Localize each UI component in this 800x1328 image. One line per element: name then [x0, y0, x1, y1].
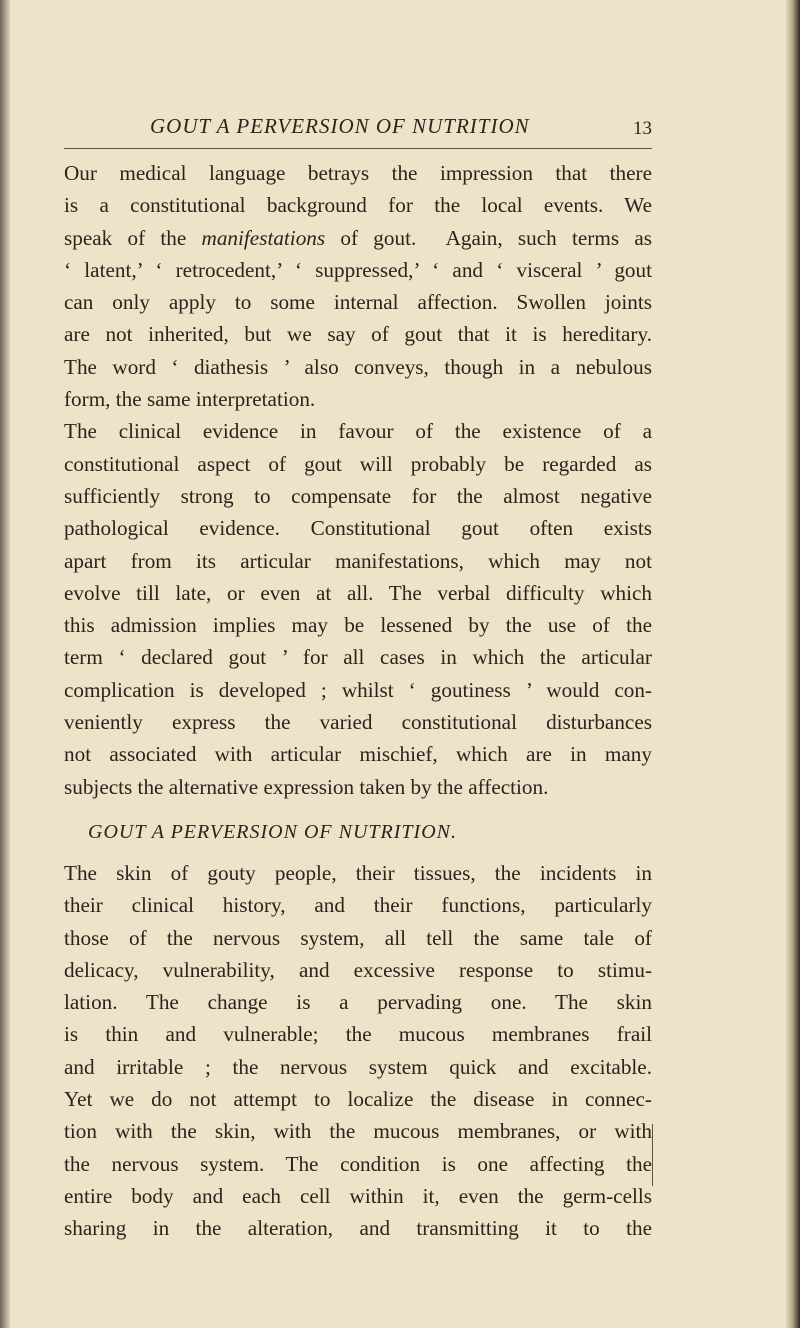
text-line: and irritable ; the nervous system quick and excitable. [64, 1054, 652, 1079]
text-line: can only apply to some internal affection. Swollen joints [64, 290, 652, 315]
text-line: is thin and vulnerable; the mucous membranes frail [64, 1022, 652, 1047]
running-header [64, 112, 652, 144]
text-line: their clinical history, and their functions, particularly [64, 893, 652, 918]
text-line: is a constitutional background for the local events. We [64, 193, 652, 218]
text-line: term ‘ declared gout ’ for all cases in which the articular [64, 645, 652, 670]
italic-term: manifestations [201, 225, 326, 250]
text-line: form, the same interpretation. [64, 387, 316, 412]
page-number: 13 [633, 118, 652, 139]
paragraph-3 [64, 857, 652, 1245]
text-line: entire body and each cell within it, even the germ-cells [64, 1183, 652, 1208]
text-line: evolve till late, or even at all. The verbal difficulty which [64, 580, 652, 605]
text-line: The clinical evidence in favour of the existence of a [64, 419, 652, 444]
text-line: lation. The change is a pervading one. The skin [64, 990, 652, 1015]
paragraph-1 [64, 157, 652, 415]
section-heading: GOUT A PERVERSION OF NUTRITION. [88, 820, 457, 843]
text-line: pathological evidence. Constitutional gout often exists [64, 516, 652, 541]
margin-bracket [652, 1124, 657, 1186]
text-line: Yet we do not attempt to localize the disease in connec- [64, 1087, 652, 1112]
text-line: constitutional aspect of gout will probably be regarded as [64, 451, 652, 476]
text-line: delicacy, vulnerability, and excessive response to stimu- [64, 957, 652, 982]
text-line: apart from its articular manifestations, which may not [64, 548, 652, 573]
text-line: The word ‘ diathesis ’ also conveys, though in a nebulous [64, 354, 652, 379]
text-line: are not inherited, but we say of gout that it is hereditary. [64, 322, 652, 347]
text-line: sharing in the alteration, and transmitting it to the [64, 1216, 652, 1241]
text-line: Our medical language betrays the impression that there [64, 161, 652, 185]
text-line: veniently express the varied constitutional disturbances [64, 710, 652, 735]
text-line: sufficiently strong to compensate for the almost negative [64, 483, 652, 508]
text-line: ‘ latent,’ ‘ retrocedent,’ ‘ suppressed,’ ‘ and ‘ visceral ’ gout [64, 257, 652, 282]
header-rule [64, 148, 652, 149]
text-line: speak of the manifestations of gout. Again, such terms as [64, 225, 652, 250]
text-line: subjects the alternative expression taken by the affection. [64, 774, 549, 799]
text-line: The skin of gouty people, their tissues, the incidents in [64, 860, 652, 885]
text-line: complication is developed ; whilst ‘ goutiness ’ would con- [64, 677, 652, 702]
paragraph-2 [64, 415, 652, 803]
text-line: not associated with articular mischief, which are in many [64, 742, 652, 767]
body-text [64, 157, 652, 1245]
text-line: the nervous system. The condition is one affecting the [64, 1151, 652, 1176]
page-edge-shadow [786, 0, 800, 1328]
page-binding-shadow [0, 0, 10, 1328]
text-line: those of the nervous system, all tell the same tale of [64, 925, 652, 950]
text-line: this admission implies may be lessened by the use of the [64, 613, 652, 638]
running-title: GOUT A PERVERSION OF NUTRITION [150, 114, 530, 138]
text-line: tion with the skin, with the mucous membranes, or with [64, 1119, 652, 1144]
